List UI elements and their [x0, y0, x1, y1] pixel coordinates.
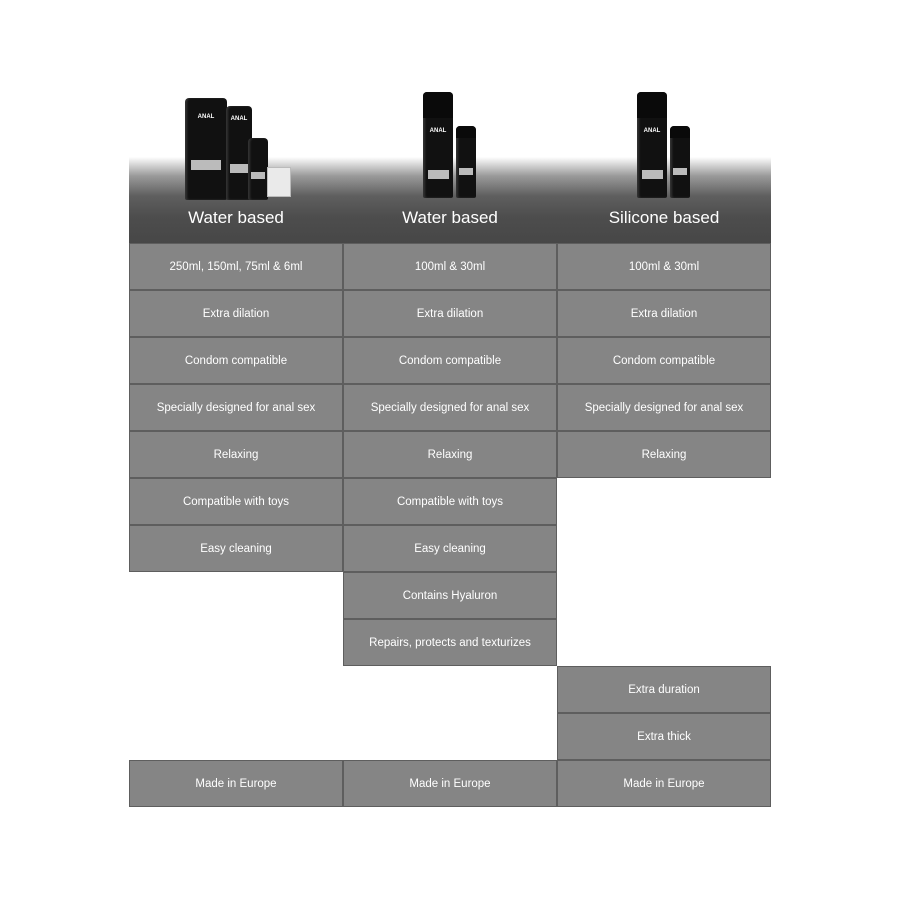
cell-easy-cleaning-col2: Easy cleaning [343, 525, 557, 572]
cell-extra-duration-col3: Extra duration [557, 666, 771, 713]
bottle-cap [456, 126, 476, 138]
cell-relaxing-col1: Relaxing [129, 431, 343, 478]
bottle-cap [637, 92, 667, 118]
cell-made-in-col2: Made in Europe [343, 760, 557, 807]
tube-label-text: ANAL [230, 116, 248, 122]
bottle-30ml [670, 126, 690, 198]
bottle-30ml [456, 126, 476, 198]
bottle-label-text: ANAL [643, 128, 661, 134]
tube-sticker [191, 160, 220, 170]
tube-75ml [248, 138, 268, 200]
cell-toys-col1: Compatible with toys [129, 478, 343, 525]
cell-relaxing-col3: Relaxing [557, 431, 771, 478]
bottle-sticker [673, 168, 687, 175]
bottle-sticker [459, 168, 473, 175]
bottle-sticker [428, 170, 449, 179]
cell-condom-compatible-col3: Condom compatible [557, 337, 771, 384]
tube-250ml [185, 98, 227, 200]
column-title-1: Water based [188, 208, 284, 227]
bottle-100ml [637, 92, 667, 198]
bottle-label-text: ANAL [429, 128, 447, 134]
cell-condom-compatible-col1: Condom compatible [129, 337, 343, 384]
cell-easy-cleaning-col1: Easy cleaning [129, 525, 343, 572]
cell-extra-dilation-col2: Extra dilation [343, 290, 557, 337]
cell-anal-sex-col1: Specially designed for anal sex [129, 384, 343, 431]
cell-sizes-col2: 100ml & 30ml [343, 243, 557, 290]
bottle-100ml [423, 92, 453, 198]
product-image-water-based-tubes [180, 95, 295, 200]
cell-sizes-col3: 100ml & 30ml [557, 243, 771, 290]
cell-anal-sex-col2: Specially designed for anal sex [343, 384, 557, 431]
cell-extra-dilation-col3: Extra dilation [557, 290, 771, 337]
sachet-6ml [267, 167, 291, 197]
tube-label-text: ANAL [197, 114, 215, 120]
cell-hyaluron-col2: Contains Hyaluron [343, 572, 557, 619]
cell-relaxing-col2: Relaxing [343, 431, 557, 478]
cell-condom-compatible-col2: Condom compatible [343, 337, 557, 384]
product-image-water-based-bottles [420, 92, 480, 200]
product-image-silicone-based-bottles [634, 92, 694, 200]
cell-anal-sex-col3: Specially designed for anal sex [557, 384, 771, 431]
cell-made-in-col1: Made in Europe [129, 760, 343, 807]
cell-sizes-col1: 250ml, 150ml, 75ml & 6ml [129, 243, 343, 290]
cell-extra-thick-col3: Extra thick [557, 713, 771, 760]
cell-made-in-col3: Made in Europe [557, 760, 771, 807]
cell-repairs-col2: Repairs, protects and texturizes [343, 619, 557, 666]
bottle-sticker [642, 170, 663, 179]
column-title-3: Silicone based [608, 208, 720, 227]
column-title-2: Water based [402, 208, 498, 227]
cell-toys-col2: Compatible with toys [343, 478, 557, 525]
tube-sticker [230, 164, 248, 173]
bottle-cap [670, 126, 690, 138]
cell-extra-dilation-col1: Extra dilation [129, 290, 343, 337]
bottle-cap [423, 92, 453, 118]
tube-sticker [251, 172, 265, 179]
